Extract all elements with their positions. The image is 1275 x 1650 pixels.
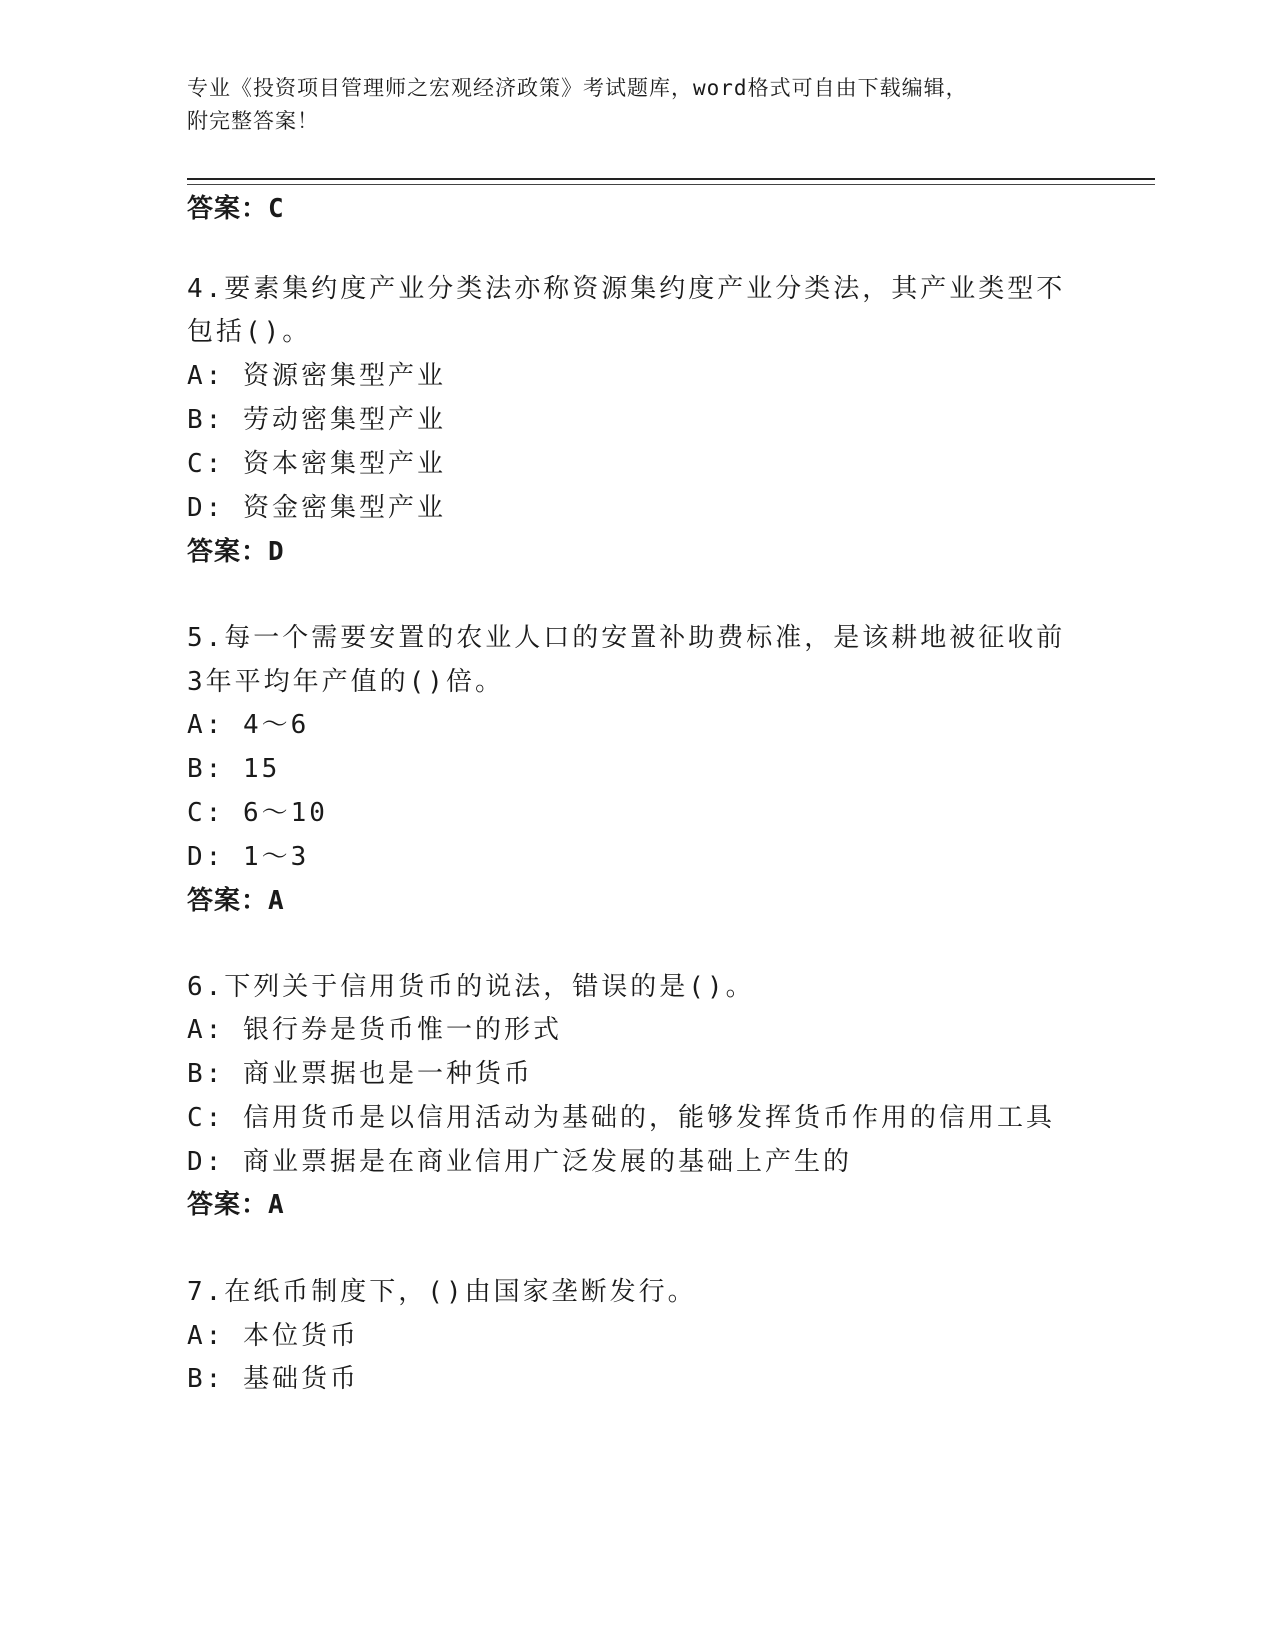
question-5-option-a: A: 4～6 <box>187 710 310 740</box>
question-6-stem: 6.下列关于信用货币的说法，错误的是()。 <box>187 972 755 1002</box>
question-4-stem-line2: 包括()。 <box>187 317 312 347</box>
question-7-option-a: A: 本位货币 <box>187 1321 359 1351</box>
question-4-answer: 答案：D <box>187 537 285 567</box>
question-7-option-b: B: 基础货币 <box>187 1364 359 1394</box>
question-5-answer: 答案：A <box>187 886 285 916</box>
question-6-option-c: C: 信用货币是以信用活动为基础的，能够发挥货币作用的信用工具 <box>187 1103 1055 1133</box>
header-divider-thick <box>187 178 1155 180</box>
question-5-stem-line2: 3年平均年产值的()倍。 <box>187 667 504 697</box>
question-4-option-d: D: 资金密集型产业 <box>187 493 446 523</box>
header-divider-thin <box>187 184 1155 185</box>
question-4-stem-line1: 4.要素集约度产业分类法亦称资源集约度产业分类法，其产业类型不 <box>187 274 1066 304</box>
question-5-option-b: B: 15 <box>187 754 281 784</box>
answer-prev: 答案：C <box>187 194 285 224</box>
question-5-option-d: D: 1～3 <box>187 842 310 872</box>
question-7-stem: 7.在纸币制度下，()由国家垄断发行。 <box>187 1277 697 1307</box>
question-4-option-a: A: 资源密集型产业 <box>187 361 446 391</box>
question-5-option-c: C: 6～10 <box>187 798 328 828</box>
document-header <box>187 72 1057 138</box>
question-4-option-b: B: 劳动密集型产业 <box>187 405 446 435</box>
question-6-option-d: D: 商业票据是在商业信用广泛发展的基础上产生的 <box>187 1147 852 1177</box>
question-4-option-c: C: 资本密集型产业 <box>187 449 446 479</box>
header-line-2: 附完整答案！ <box>187 109 319 133</box>
question-6-option-b: B: 商业票据也是一种货币 <box>187 1059 533 1089</box>
header-line-1: 专业《投资项目管理师之宏观经济政策》考试题库，word格式可自由下载编辑， <box>187 76 968 100</box>
question-6-answer: 答案：A <box>187 1190 285 1220</box>
question-6-option-a: A: 银行券是货币惟一的形式 <box>187 1015 562 1045</box>
question-5-stem-line1: 5.每一个需要安置的农业人口的安置补助费标准，是该耕地被征收前 <box>187 623 1066 653</box>
